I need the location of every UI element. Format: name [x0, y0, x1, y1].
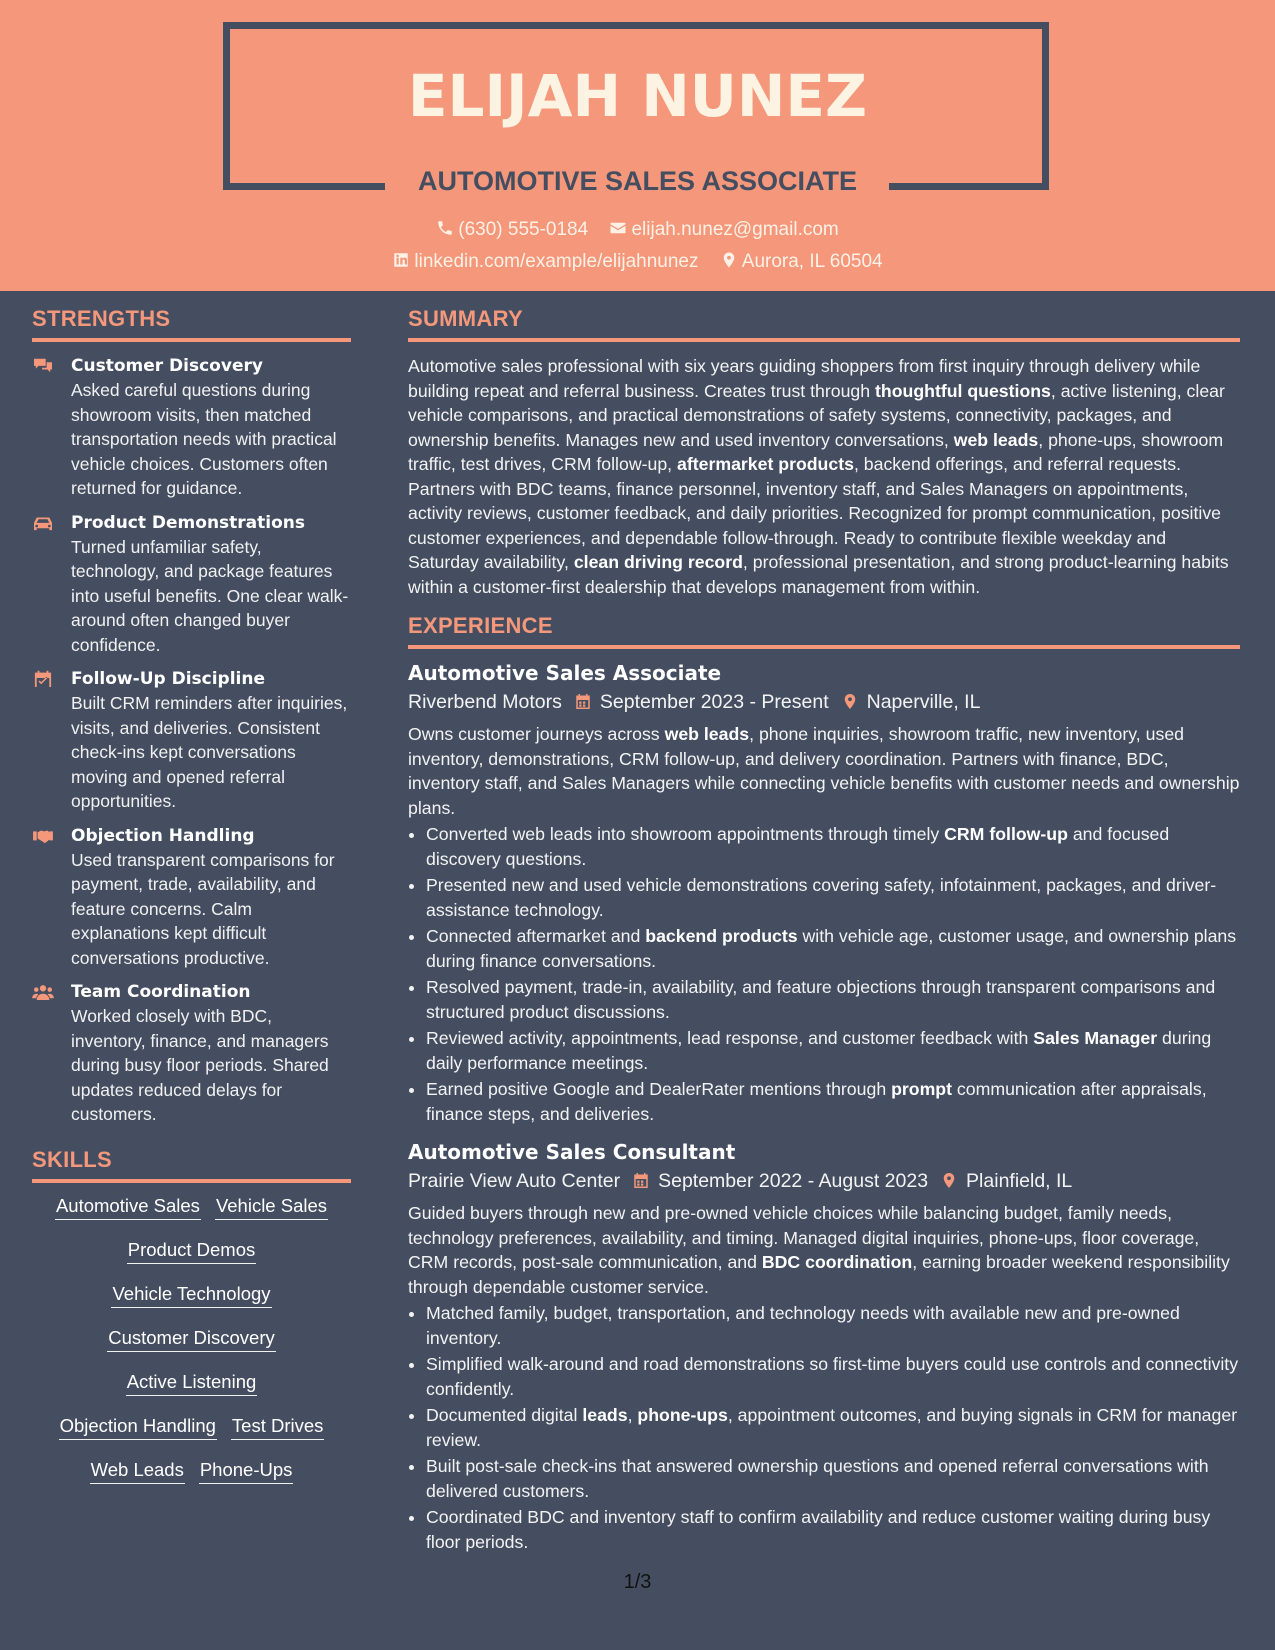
emphasis-text: thoughtful questions: [875, 380, 1051, 401]
job-bullet: [426, 1505, 1240, 1554]
emphasis-text: CRM follow-up: [944, 824, 1068, 844]
job-bullet: [426, 1077, 1240, 1126]
emphasis-text: prompt: [891, 1079, 952, 1099]
job-title: Automotive Sales Associate: [408, 661, 722, 685]
emphasis-text: BDC coordination: [761, 1252, 913, 1272]
summary-text: [408, 354, 1240, 599]
text-run: Guided buyers through new and pre-owned vehicle choices while balancing budget, family needs, technology preferences, availability, and timing. Managed digital inquiries, phone-ups, floor coverage, CRM records, post-sale communication, and: [408, 1203, 1200, 1272]
skill-tag: Active Listening: [126, 1371, 258, 1396]
strengths-list: [32, 354, 351, 1127]
phone-contact[interactable]: [436, 219, 588, 241]
text-run: , professional presentation, and strong product-learning habits within a customer-first dealership that develops management from within.: [408, 552, 1229, 597]
job-bullet: [426, 1301, 1240, 1350]
map-pin-icon: [841, 692, 859, 711]
job-location: Naperville, IL: [866, 691, 981, 713]
text-run: Documented digital: [426, 1405, 583, 1425]
skill-tag: Phone-Ups: [199, 1459, 294, 1484]
emphasis-text: clean driving record: [573, 552, 743, 572]
text-run: Built post-sale check-ins that answered ownership questions and opened referral conversations with delivered customers.: [426, 1456, 1209, 1501]
skills-row: [32, 1459, 351, 1484]
job-description: [408, 722, 1240, 820]
strength-title: Objection Handling: [71, 825, 255, 846]
candidate-name: ELIJAH NUNEZ: [407, 62, 868, 130]
strengths-heading: STRENGTHS: [32, 306, 351, 342]
right-column: [408, 300, 1240, 1556]
skills-row: [32, 1239, 351, 1264]
job-dates: September 2023 - Present: [599, 691, 829, 713]
job-meta: [408, 1170, 1240, 1193]
left-column: [32, 300, 351, 1503]
skill-tag: Product Demos: [127, 1239, 257, 1264]
text-run: Earned positive Google and DealerRater mentions through: [426, 1079, 892, 1099]
emphasis-text: leads: [582, 1405, 628, 1425]
strength-title: Customer Discovery: [71, 356, 263, 376]
job-bullet: [426, 975, 1240, 1024]
text-run: , phone inquiries, showroom traffic, new inventory, used inventory, demonstrations, CRM follow-up, and delivery coordination. Partners with finance, BDC, inventory staff, and Sales Managers while connecting vehicle benefits with customer needs and ownership plans.: [408, 724, 1240, 818]
car-icon: [32, 513, 56, 533]
job-bullets: [408, 822, 1240, 1126]
job-location: Plainfield, IL: [966, 1170, 1073, 1192]
job-bullet: [426, 1352, 1240, 1401]
contact-row-2: [0, 251, 1275, 273]
skill-tag: Customer Discovery: [107, 1327, 276, 1352]
text-run: , active listening, clear vehicle comparisons, and practical demonstrations of safety systems, connectivity, packages, and ownership benefits. Manages new and used inventory conversations,: [408, 380, 1225, 450]
job-bullet: [426, 1026, 1240, 1075]
contact-row-1: [0, 219, 1275, 241]
skills-row: [32, 1327, 351, 1352]
skills-list: [32, 1195, 351, 1484]
job-description: [408, 1201, 1240, 1299]
location-contact: [720, 251, 883, 273]
strength-description: Used transparent comparisons for payment, trade, availability, and feature concerns. Calm explanations kept difficult conversations productive.: [71, 849, 335, 968]
text-run: Connected aftermarket and: [426, 926, 646, 946]
email-contact[interactable]: [609, 219, 838, 241]
experience-heading: EXPERIENCE: [408, 613, 1240, 649]
email-text: elijah.nunez@gmail.com: [631, 219, 839, 240]
skills-row: [32, 1415, 351, 1440]
skills-row: [32, 1283, 351, 1308]
text-run: Matched family, budget, transportation, and technology needs with available new and pre-owned inventory.: [426, 1303, 1180, 1348]
text-run: Owns customer journeys across: [408, 724, 665, 744]
text-run: , earning broader weekend responsibility through dependable customer service.: [408, 1252, 1230, 1297]
map-pin-icon: [720, 251, 738, 269]
job-title: Automotive Sales Consultant: [408, 1140, 736, 1164]
page-number: 1/3: [623, 1571, 652, 1593]
phone-text: (630) 555-0184: [458, 219, 589, 240]
emphasis-text: phone-ups: [637, 1405, 728, 1425]
phone-icon: [436, 219, 454, 237]
location-text: Aurora, IL 60504: [741, 251, 883, 272]
envelope-icon: [609, 219, 627, 237]
strength-item: [32, 824, 351, 971]
text-run: Converted web leads into showroom appointments through timely: [426, 824, 945, 844]
resume-header: [0, 0, 1275, 291]
emphasis-text: web leads: [953, 429, 1039, 450]
skill-tag: Vehicle Sales: [215, 1195, 328, 1220]
text-run: Coordinated BDC and inventory staff to confirm availability and reduce customer waiting during busy floor periods.: [426, 1507, 1211, 1552]
strength-description: Worked closely with BDC, inventory, finance, and managers during busy floor periods. Shared updates reduced delays for customers.: [71, 1006, 329, 1124]
strength-description: Built CRM reminders after inquiries, visits, and deliveries. Consistent check-ins kept conversations moving and opened referral opportunities.: [71, 693, 348, 811]
calendar-icon: [632, 1171, 650, 1190]
strength-item: [32, 980, 351, 1127]
text-run: Automotive sales professional with six years guiding shoppers from first inquiry through delivery while building repeat and referral business. Creates trust through: [408, 356, 1201, 401]
users-icon: [32, 982, 56, 1002]
text-run: ,: [627, 1405, 638, 1425]
skills-heading: SKILLS: [32, 1147, 351, 1183]
summary-heading: SUMMARY: [408, 306, 1240, 342]
company-name: Riverbend Motors: [408, 691, 562, 713]
job-dates: September 2022 - August 2023: [658, 1170, 929, 1192]
text-run: with vehicle age, customer usage, and ownership plans during finance conversations.: [426, 926, 1237, 971]
text-run: , backend offerings, and referral requests. Partners with BDC teams, finance personnel, inventory staff, and Sales Managers on appointments, activity reviews, customer feedback, and daily priorities. Recognized for prompt communication, positive customer experiences, and dependable follow-through. Ready to contribute flexible weekday and Saturday availability,: [408, 454, 1221, 572]
job-bullet: [426, 924, 1240, 973]
calendar-icon: [574, 692, 592, 711]
skill-tag: Automotive Sales: [55, 1195, 201, 1220]
job-bullet: [426, 1403, 1240, 1452]
skill-tag: Test Drives: [231, 1415, 325, 1440]
text-run: , appointment outcomes, and buying signals in CRM for manager review.: [426, 1405, 1238, 1450]
experience-list: [408, 661, 1240, 1554]
job-bullet: [426, 873, 1240, 922]
company-name: Prairie View Auto Center: [408, 1170, 621, 1192]
text-run: Resolved payment, trade-in, availability, and feature objections through transparent comparisons and structured product discussions.: [426, 977, 1216, 1022]
linkedin-contact[interactable]: [392, 251, 698, 273]
emphasis-text: backend products: [645, 926, 798, 946]
emphasis-text: Sales Manager: [1033, 1028, 1158, 1048]
text-run: during daily performance meetings.: [426, 1028, 1212, 1073]
strength-description: Asked careful questions during showroom visits, then matched transportation needs with practical vehicle choices. Customers often returned for guidance.: [71, 380, 337, 498]
job-entry: [408, 661, 1240, 1126]
strength-item: [32, 667, 351, 814]
skill-tag: Vehicle Technology: [111, 1283, 271, 1308]
skill-tag: Web Leads: [90, 1459, 185, 1484]
calendar-check-icon: [32, 669, 56, 689]
job-bullet: [426, 1454, 1240, 1503]
text-run: Reviewed activity, appointments, lead response, and customer feedback with: [426, 1028, 1034, 1048]
strength-title: Product Demonstrations: [71, 512, 306, 533]
strength-title: Follow-Up Discipline: [71, 669, 266, 689]
strength-item: [32, 354, 351, 501]
job-meta: [408, 691, 1240, 714]
handshake-icon: [32, 826, 56, 846]
skills-row: [32, 1195, 351, 1220]
emphasis-text: web leads: [664, 724, 750, 744]
candidate-title: AUTOMOTIVE SALES ASSOCIATE: [417, 166, 858, 196]
comments-icon: [32, 356, 56, 376]
linkedin-icon: [392, 251, 410, 269]
skill-tag: Objection Handling: [59, 1415, 217, 1440]
job-entry: [408, 1140, 1240, 1554]
strength-title: Team Coordination: [71, 982, 251, 1002]
skills-row: [32, 1371, 351, 1396]
emphasis-text: aftermarket products: [677, 454, 854, 474]
strength-description: Turned unfamiliar safety, technology, and package features into useful benefits. One clear walk-around often changed buyer confidence.: [71, 536, 349, 655]
linkedin-text: linkedin.com/example/elijahnunez: [414, 251, 699, 272]
strength-item: [32, 511, 351, 658]
map-pin-icon: [940, 1171, 958, 1190]
text-run: Simplified walk-around and road demonstrations so first-time buyers could use controls and connectivity confidently.: [426, 1354, 1239, 1399]
text-run: Presented new and used vehicle demonstrations covering safety, infotainment, packages, and driver-assistance technology.: [426, 875, 1217, 920]
job-bullet: [426, 822, 1240, 871]
job-bullets: [408, 1301, 1240, 1554]
text-run: communication after appraisals, finance steps, and deliveries.: [426, 1079, 1207, 1124]
text-run: , phone-ups, showroom traffic, test drives, CRM follow-up,: [408, 429, 1224, 474]
text-run: and focused discovery questions.: [426, 824, 1170, 869]
